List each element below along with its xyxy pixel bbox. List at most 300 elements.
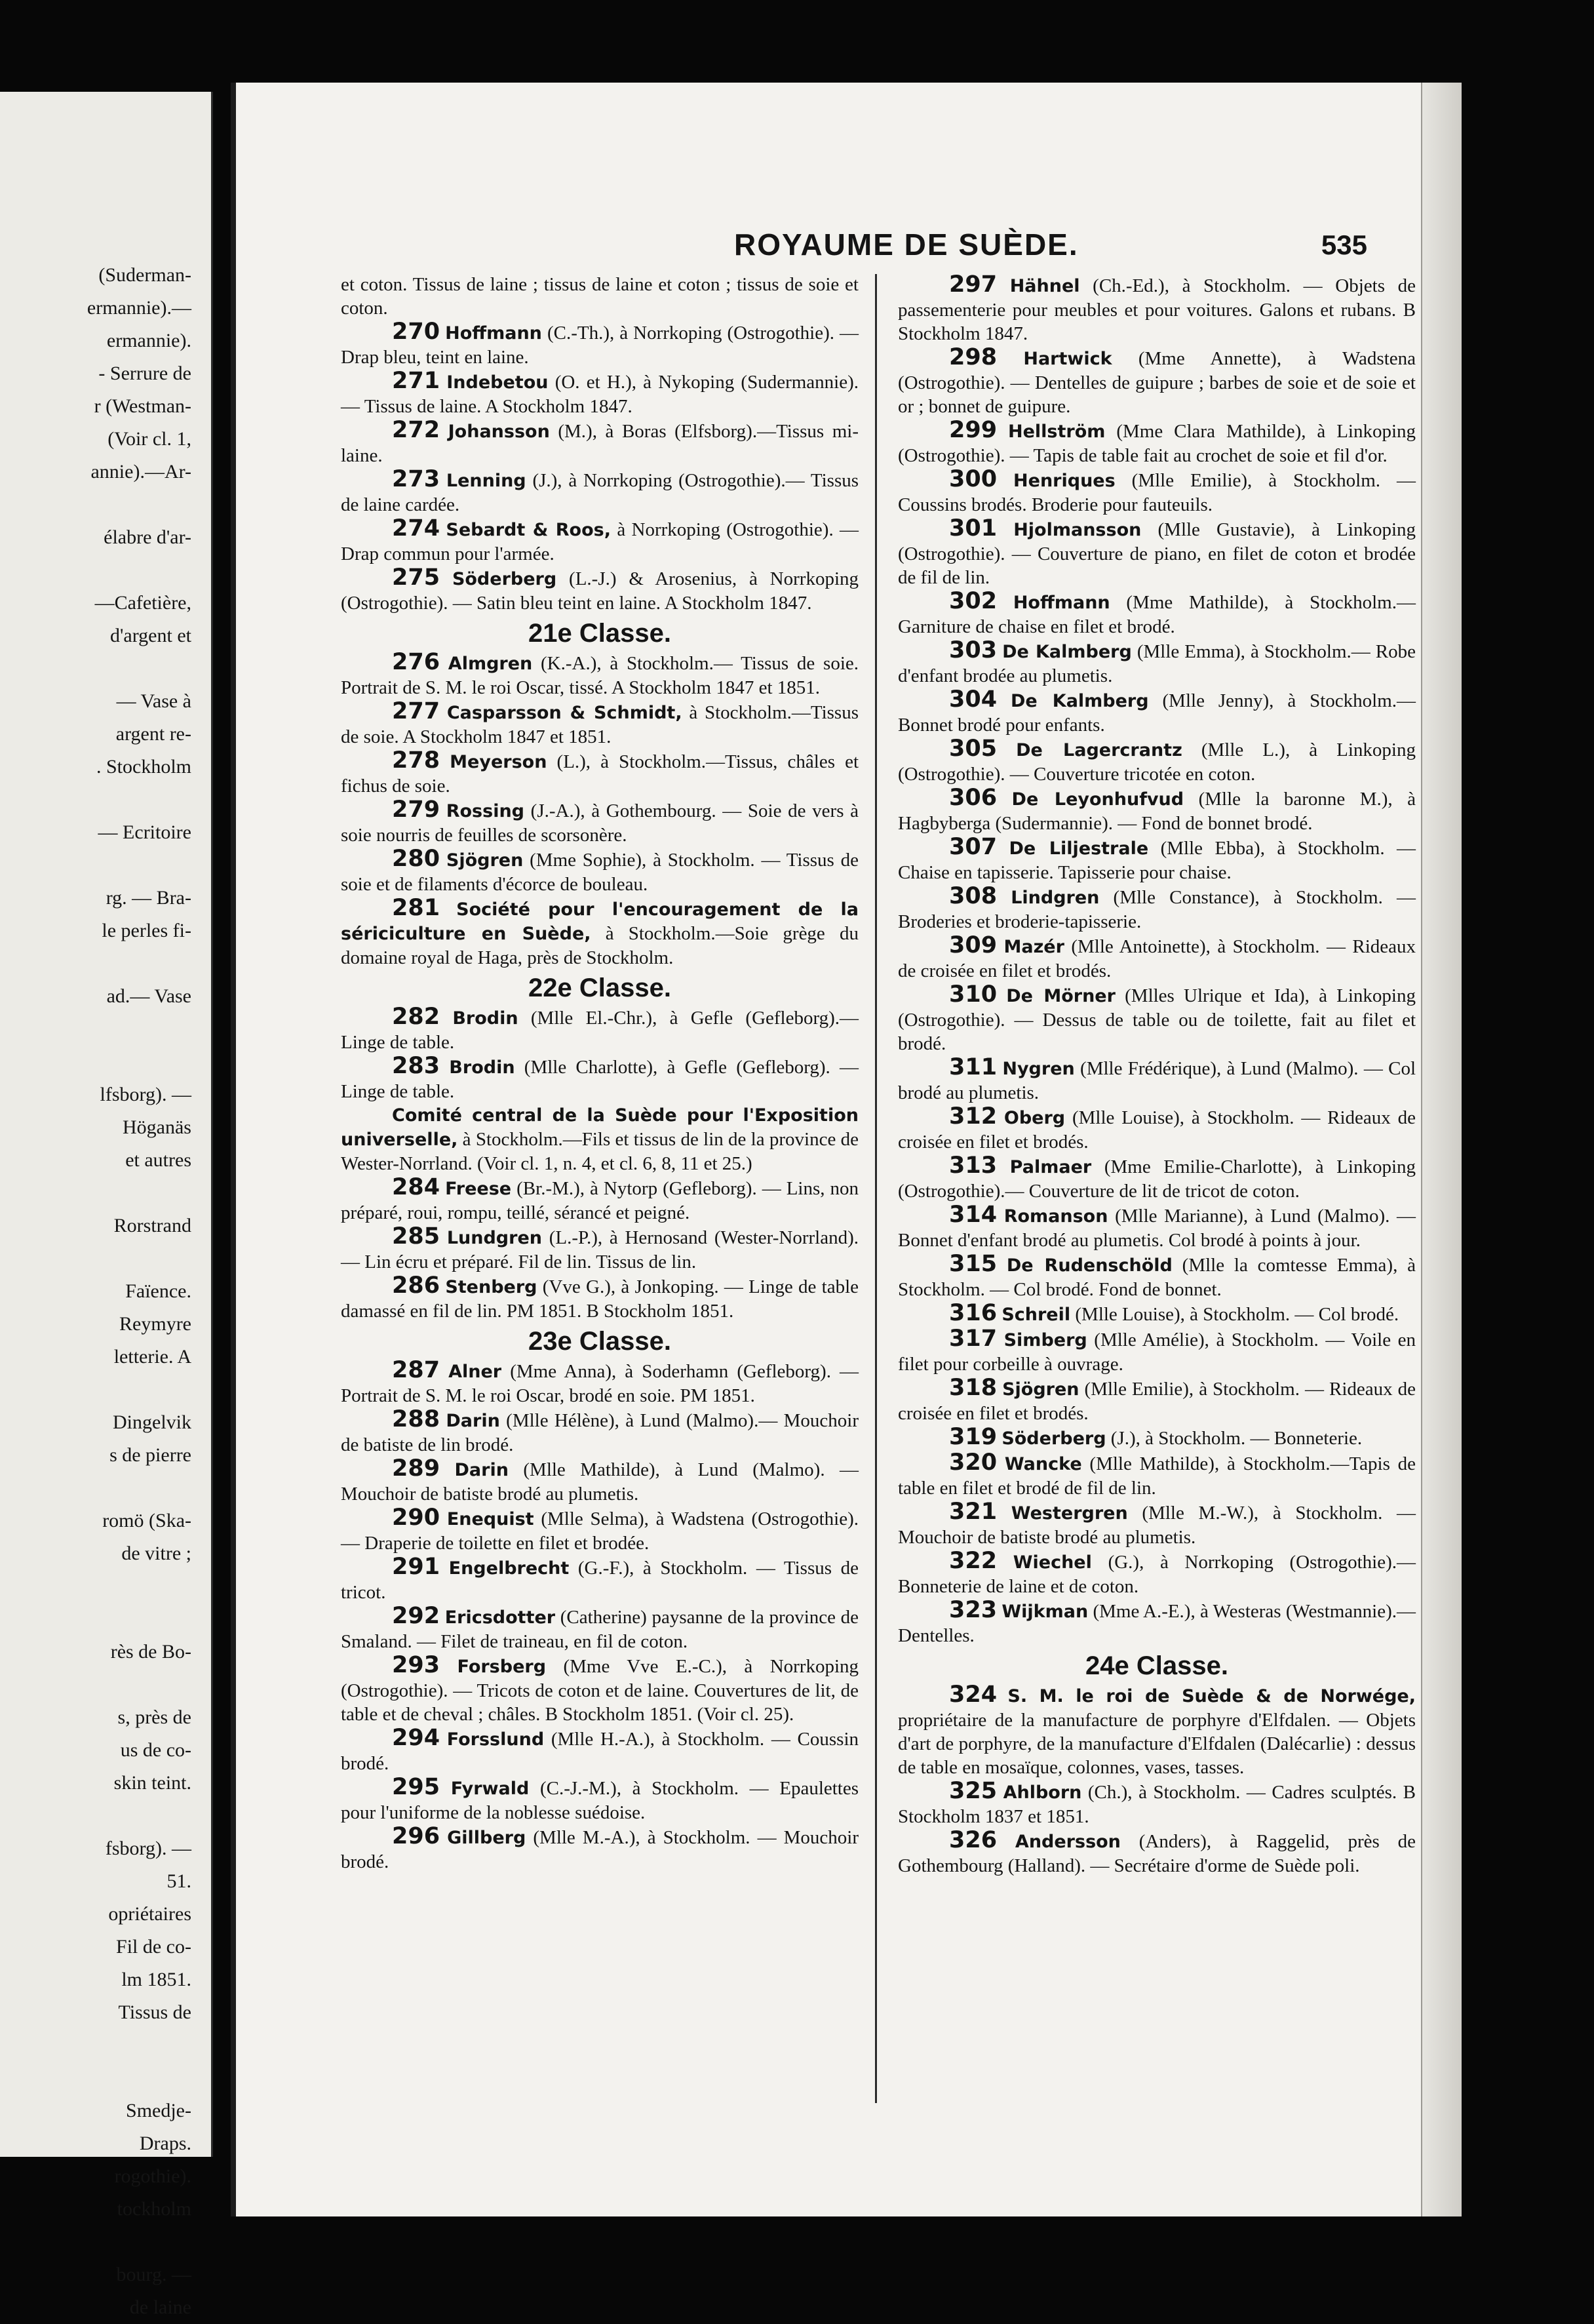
catalogue-entry (898, 1500, 1416, 1549)
entry-description: (Mme Sophie), à Stockholm. — Tissus de soie et de filaments d'écorce de bouleau. (341, 850, 859, 895)
catalogue-entry (898, 1252, 1416, 1301)
entry-description: (Mlles Ulrique et Ida), à Linkoping (Ostrogothie). — Dessus de table ou de toilette, fait au filet et brodé. (898, 985, 1416, 1054)
entry-number: 297 (949, 271, 998, 298)
catalogue-entry (341, 1358, 859, 1408)
facing-page (0, 92, 213, 2318)
entry-description: (G.-F.), à Stockholm. — Tissus de tricot. (341, 1558, 859, 1603)
entry-number: 304 (949, 686, 998, 713)
exhibitor-name: Almgren (448, 654, 533, 674)
right-column (898, 273, 1416, 1878)
facing-page-line: — Ecritoire (98, 821, 191, 843)
exhibitor-name: Hoffmann (1013, 593, 1110, 613)
exhibitor-name: Schreil (1001, 1305, 1071, 1325)
catalogue-entry (341, 1274, 859, 1323)
entry-description: (C.-J.-M.), à Stockholm. — Epaulettes pour l'uniforme de la noblesse suédoise. (341, 1778, 859, 1823)
entry-number: 288 (392, 1406, 440, 1432)
exhibitor-name: Ahlborn (1003, 1782, 1082, 1803)
exhibitor-name: Hjolmansson (1013, 520, 1142, 540)
entry-description: (Mlle Jenny), à Stockholm.— Bonnet brodé pour enfants. (898, 690, 1416, 736)
entry-description: (Mlle Hélène), à Lund (Malmo).— Mouchoir de batiste de lin brodé. (341, 1410, 859, 1455)
facing-page-line: ad.— Vase (106, 985, 191, 1007)
exhibitor-name: Meyerson (450, 752, 547, 772)
entry-number: 325 (949, 1778, 998, 1804)
entry-description: (Mlle Marianne), à Lund (Malmo). — Bonnet d'enfant brodé au plumetis. Col brodé à points à jour. (898, 1206, 1416, 1251)
facing-page-line (0, 1668, 197, 1701)
entry-number: 318 (949, 1375, 998, 1401)
running-title: ROYAUME DE SUÈDE. (734, 227, 1079, 262)
catalogue-entry (898, 737, 1416, 786)
entry-number: 316 (949, 1300, 998, 1326)
exhibitor-name: Brodin (449, 1057, 515, 1078)
facing-page-line (0, 1046, 197, 1078)
exhibitor-name: Andersson (1015, 1832, 1121, 1852)
entry-number: 310 (949, 981, 998, 1008)
exhibitor-name: Casparsson & Schmidt, (446, 703, 682, 723)
entry-description: (Mlle la baronne M.), à Hagbyberga (Sudermannie). — Fond de bonnet brodé. (898, 789, 1416, 834)
exhibitor-name: Brodin (452, 1008, 518, 1029)
catalogue-entry (341, 798, 859, 847)
entry-number: 295 (392, 1774, 440, 1800)
exhibitor-name: Romanson (1003, 1206, 1108, 1227)
facing-page-line (0, 2029, 197, 2062)
exhibitor-name: Darin (446, 1411, 500, 1431)
catalogue-entry (898, 1828, 1416, 1878)
entry-number: 279 (392, 797, 440, 823)
catalogue-entry (341, 1555, 859, 1604)
facing-page-line: . Stockholm (96, 756, 191, 778)
entry-description: (Mlle Charlotte), à Gefle (Gefleborg). — Linge de table. (341, 1057, 859, 1102)
facing-page-line: Dingelvik (113, 1411, 191, 1433)
entry-number: 309 (949, 932, 998, 958)
facing-page-line (0, 1242, 197, 1275)
entry-description: (Ch.), à Stockholm. — Cadres sculptés. B Stockholm 1837 et 1851. (898, 1782, 1416, 1827)
exhibitor-name: De Rudenschöld (1006, 1255, 1173, 1276)
catalogue-entry (898, 639, 1416, 688)
class-heading: 24e Classe. (1085, 1651, 1228, 1680)
exhibitor-name: Engelbrecht (448, 1558, 570, 1579)
exhibitor-name: Lenning (446, 471, 526, 491)
catalogue-entry (898, 835, 1416, 884)
entry-description: (Mme Emilie-Charlotte), à Linkoping (Ostrogothie).— Couverture de lit de tricot de coton. (898, 1156, 1416, 1202)
exhibitor-name: Palmaer (1009, 1157, 1092, 1177)
facing-page-line: d'argent et (110, 625, 191, 646)
catalogue-entry (898, 1376, 1416, 1425)
entry-description: (Mme Annette), à Wadstena (Ostrogothie). — Dentelles de guipure ; barbes de soie et de soie et or ; bonnet de guipure. (898, 348, 1416, 417)
exhibitor-name: Lundgren (446, 1228, 542, 1248)
entry-number: 272 (392, 417, 440, 443)
entry-description: (Mlle Emilie), à Stockholm. — Coussins brodés. Broderie pour fauteuils. (898, 470, 1416, 515)
entry-description: (Mlle Emilie), à Stockholm. — Rideaux de croisée en filet et brodés. (898, 1379, 1416, 1424)
entry-number: 282 (392, 1004, 440, 1030)
facing-page-line (0, 1472, 197, 1505)
catalogue-entry (341, 1726, 859, 1775)
entry-number: 298 (949, 344, 998, 370)
exhibitor-name: De Kalmberg (1010, 691, 1149, 711)
entry-description: (Mlle Mathilde), à Stockholm.—Tapis de table en filet et brodé de fil de lin. (898, 1453, 1416, 1499)
catalogue-entry (898, 1154, 1416, 1203)
exhibitor-name: Lindgren (1011, 888, 1100, 908)
entry-number: 287 (392, 1357, 440, 1383)
facing-page-line (0, 1603, 197, 1636)
entry-number: 303 (949, 637, 998, 663)
facing-page-line: élabre d'ar- (104, 526, 191, 548)
entry-description: (Br.-M.), à Nytorp (Gefleborg). — Lins, non préparé, roui, rompu, teillé, sérancé et peigné. (341, 1178, 859, 1223)
entry-number: 289 (392, 1455, 440, 1482)
entry-description: (Mlle Frédérique), à Lund (Malmo). — Col brodé au plumetis. (898, 1058, 1416, 1103)
facing-page-line (0, 783, 197, 816)
entry-number: 277 (392, 698, 440, 724)
entry-description: (Mlle Louise), à Stockholm. — Rideaux de croisée en filet et brodés. (898, 1107, 1416, 1152)
entry-number: 280 (392, 846, 440, 872)
exhibitor-name: Rossing (446, 801, 525, 821)
entry-number: 312 (949, 1103, 998, 1130)
catalogue-entry (341, 1005, 859, 1054)
exhibitor-name: Wijkman (1001, 1602, 1089, 1622)
catalogue-entry (898, 1105, 1416, 1154)
entry-number: 323 (949, 1597, 998, 1623)
entry-description: (Mlle M.-W.), à Stockholm. — Mouchoir de batiste brodé au plumetis. (898, 1503, 1416, 1548)
entry-description: (L.-J.) & Arosenius, à Norrkoping (Ostrogothie). — Satin bleu teint en laine. A Stockholm 1847. (341, 568, 859, 614)
catalogue-entry (341, 467, 859, 517)
catalogue-entry (898, 1425, 1416, 1451)
exhibitor-name: Freese (445, 1179, 512, 1199)
catalogue-entry (341, 1408, 859, 1457)
entry-description: (L.), à Stockholm.—Tissus, châles et fichus de soie. (341, 751, 859, 797)
entry-description: (J.), à Norrkoping (Ostrogothie).— Tissus de laine cardée. (341, 470, 859, 515)
entry-number: 284 (392, 1174, 440, 1200)
facing-page-line (0, 1373, 197, 1406)
entry-number: 276 (392, 649, 440, 675)
catalogue-entry (898, 1779, 1416, 1828)
entry-description: (O. et H.), à Nykoping (Sudermannie). — Tissus de laine. A Stockholm 1847. (341, 372, 859, 417)
facing-page-line: rès de Bo- (110, 1641, 191, 1663)
exhibitor-name: Gillberg (447, 1828, 526, 1848)
facing-page-line: bourg. — (116, 2264, 191, 2285)
entry-number: 306 (949, 785, 998, 811)
entry-description: (J.-A.), à Gothembourg. — Soie de vers à soie nourris de feuilles de scorsonère. (341, 800, 859, 846)
catalogue-entry (341, 1457, 859, 1506)
catalogue-entry (341, 749, 859, 798)
entry-description: (Mlle El.-Chr.), à Gefle (Gefleborg).— Linge de table. (341, 1008, 859, 1053)
entry-number: 270 (392, 319, 440, 345)
exhibitor-name: Söderberg (1001, 1428, 1106, 1449)
facing-page-line: 51. (166, 1870, 191, 1892)
catalogue-entry (341, 566, 859, 615)
facing-page-line (0, 947, 197, 980)
entry-description: (Mlle Antoinette), à Stockholm. — Rideaux de croisée en filet et brodés. (898, 936, 1416, 981)
facing-page-line: le perles fi- (102, 920, 191, 941)
exhibitor-name: Wancke (1004, 1454, 1082, 1474)
entry-number: 314 (949, 1202, 998, 1228)
entry-description: (Mme Clara Mathilde), à Linkoping (Ostrogothie). — Tapis de table fait au crochet de soie et fil d'or. (898, 421, 1416, 466)
entry-number: 290 (392, 1505, 440, 1531)
facing-page-line (0, 488, 197, 521)
exhibitor-name: Hähnel (1009, 276, 1080, 296)
catalogue-entry (341, 320, 859, 369)
exhibitor-name: Simberg (1003, 1330, 1087, 1350)
catalogue-entry (898, 517, 1416, 589)
catalogue-entry (341, 847, 859, 896)
entry-description: (Mlle H.-A.), à Stockholm. — Coussin brodé. (341, 1729, 859, 1774)
catalogue-entry (898, 1203, 1416, 1252)
page-edge (1421, 83, 1462, 2216)
exhibitor-name: Henriques (1013, 471, 1116, 491)
facing-page-line: tockholm (117, 2198, 191, 2220)
facing-page-line: romö (Ska- (102, 1510, 191, 1531)
catalogue-entry (898, 688, 1416, 737)
entry-number: 308 (949, 883, 998, 909)
exhibitor-name: Westergren (1011, 1503, 1128, 1524)
catalogue-entry (898, 1055, 1416, 1105)
entry-description: (Ch.-Ed.), à Stockholm. — Objets de passementerie pour meubles et pour voitures. Galons et rubans. B Stockholm 1847. (898, 275, 1416, 344)
entry-description: (Mme Mathilde), à Stockholm.— Garniture de chaise en filet et brodé. (898, 592, 1416, 637)
column-divider (875, 274, 877, 2103)
catalogue-entry (341, 1175, 859, 1225)
facing-page-line: (Suderman- (98, 264, 191, 286)
catalogue-entry (898, 786, 1416, 835)
entry-number: 315 (949, 1251, 998, 1277)
exhibitor-name: Oberg (1003, 1108, 1066, 1128)
catalogue-entry (341, 1824, 859, 1874)
entry-number: 273 (392, 466, 440, 492)
class-heading: 21e Classe. (528, 619, 671, 648)
exhibitor-name: Mazér (1003, 937, 1064, 957)
exhibitor-name: De Mörner (1006, 986, 1116, 1006)
catalogue-entry (898, 1683, 1416, 1779)
entry-number: 293 (392, 1652, 440, 1678)
exhibitor-name: Ericsdotter (444, 1607, 556, 1628)
facing-page-line: skin teint. (113, 1772, 191, 1794)
entry-number: 301 (949, 515, 998, 542)
entry-description: (Anders), à Raggelid, près de Gothembourg (Halland). — Secrétaire d'orme de Suède poli. (898, 1831, 1416, 1876)
facing-page-line (0, 1013, 197, 1046)
entry-description: (Mlle Amélie), à Stockholm. — Voile en filet pour corbeille à ouvrage. (898, 1329, 1416, 1375)
entry-number: 292 (392, 1603, 440, 1629)
facing-page-line: Höganäs (123, 1116, 191, 1138)
catalogue-entry (341, 1103, 859, 1175)
entry-description: à Stockholm.—Soie grège du domaine royal de Haga, près de Stockholm. (341, 923, 859, 968)
facing-page-line: r (Westman- (94, 395, 191, 417)
catalogue-entry (898, 884, 1416, 934)
exhibitor-name: Wiechel (1013, 1552, 1092, 1573)
entry-description: (M.), à Boras (Elfsborg).—Tissus mi-laine. (341, 421, 859, 466)
facing-page-line: — Vase à (116, 690, 191, 712)
catalogue-entry (341, 1225, 859, 1274)
catalogue-entry (898, 1549, 1416, 1598)
exhibitor-name: Indebetou (446, 372, 549, 393)
catalogue-entry (898, 273, 1416, 345)
entry-number: 302 (949, 588, 998, 614)
facing-page-line (0, 554, 197, 587)
entry-description: et coton. Tissus de laine ; tissus de laine et coton ; tissus de soie et coton. (341, 274, 859, 319)
facing-page-line (0, 1800, 197, 1832)
exhibitor-name: Alner (448, 1362, 502, 1382)
entry-description: (Mlle Selma), à Wadstena (Ostrogothie). — Draperie de toilette en filet et brodée. (341, 1508, 859, 1554)
exhibitor-name: Forsslund (446, 1729, 545, 1750)
exhibitor-name: Enequist (446, 1509, 534, 1529)
facing-page-line: fsborg). — (105, 1838, 191, 1859)
facing-page-line (0, 2062, 197, 2095)
facing-page-line: lm 1851. (121, 1969, 191, 1990)
facing-page-line: argent re- (115, 723, 191, 745)
entry-description: à Norrkoping (Ostrogothie). — Drap commun pour l'armée. (341, 519, 859, 564)
catalogue-entry (898, 1451, 1416, 1500)
catalogue-entry (341, 517, 859, 566)
entry-description: (Mme Anna), à Soderhamn (Gefleborg). — Portrait de S. M. le roi Oscar, brodé en soie. PM 1851. (341, 1361, 859, 1406)
entry-description: (Mme A.-E.), à Westeras (Westmannie).—Dentelles. (898, 1601, 1416, 1646)
entry-number: 278 (392, 747, 440, 774)
entry-number: 300 (949, 466, 998, 492)
entry-number: 324 (949, 1682, 998, 1708)
facing-page-line: rg. — Bra- (106, 887, 191, 909)
facing-page-line: us de co- (120, 1739, 191, 1761)
entry-number: 317 (949, 1326, 998, 1352)
exhibitor-name: De Kalmberg (1002, 642, 1132, 662)
entry-number: 311 (949, 1054, 998, 1080)
entry-description: (J.), à Stockholm. — Bonneterie. (1110, 1428, 1363, 1449)
catalogue-entry (341, 1506, 859, 1555)
exhibitor-name: De Lagercrantz (1016, 740, 1182, 760)
entry-description: (G.), à Norrkoping (Ostrogothie).— Bonneterie de laine et de coton. (898, 1552, 1416, 1597)
facing-page-line: s, près de (117, 1706, 191, 1728)
facing-page-text (0, 259, 197, 2324)
catalogue-entry (898, 934, 1416, 983)
catalogue-entry (898, 345, 1416, 418)
catalogue-entry (341, 273, 859, 320)
facing-page-line: Tissus de (118, 2001, 191, 2023)
entry-number: 271 (392, 368, 440, 394)
catalogue-entry (898, 467, 1416, 517)
entry-number: 296 (392, 1823, 440, 1849)
entry-number: 294 (392, 1725, 440, 1751)
entry-description: (Mlle la comtesse Emma), à Stockholm. — Col brodé. Fond de bonnet. (898, 1255, 1416, 1300)
exhibitor-name: Sebardt & Roos, (446, 520, 611, 540)
entry-description: propriétaire de la manufacture de porphyre d'Elfdalen. — Objets d'art de porphyre, de la manufacture d'Elfdalen (Dalécarlie) : dessus de table en mosaïque, colonnes, vases, tasses. (898, 1710, 1416, 1778)
page-number: 535 (1321, 229, 1367, 260)
facing-page-line: Smedje- (126, 2100, 191, 2121)
exhibitor-name: Fyrwald (450, 1779, 530, 1799)
catalogue-entry (341, 1653, 859, 1726)
exhibitor-name: Sjögren (1002, 1379, 1079, 1400)
facing-page-line: - Serrure de (98, 363, 191, 384)
facing-page-line: (Voir cl. 1, (107, 428, 191, 450)
facing-page-line: ermannie).— (87, 297, 191, 319)
entry-number: 313 (949, 1152, 998, 1179)
entry-number: 305 (949, 736, 998, 762)
facing-page-line: annie).—Ar- (90, 461, 191, 483)
exhibitor-name: Stenberg (445, 1277, 537, 1297)
catalogue-entry (341, 1604, 859, 1653)
catalogue-entry (341, 369, 859, 418)
entry-description: (Catherine) paysanne de la province de Smaland. — Filet de traineau, en fil de coton. (341, 1607, 859, 1652)
exhibitor-name: Hoffmann (445, 323, 542, 344)
entry-description: (Mlle Emma), à Stockholm.— Robe d'enfant brodée au plumetis. (898, 641, 1416, 686)
catalogue-entry (898, 418, 1416, 467)
catalogue-entry (341, 1775, 859, 1824)
entry-number: 275 (392, 564, 440, 591)
class-heading: 23e Classe. (528, 1327, 671, 1356)
entry-number: 274 (392, 515, 440, 542)
entry-number: 321 (949, 1499, 998, 1525)
entry-number: 281 (392, 895, 440, 921)
entry-description: (Mlle Mathilde), à Lund (Malmo). — Mouchoir de batiste brodé au plumetis. (341, 1459, 859, 1505)
entry-description: (Mlle Ebba), à Stockholm. — Chaise en tapisserie. Tapisserie pour chaise. (898, 838, 1416, 883)
exhibitor-name: Söderberg (452, 569, 557, 589)
catalogue-entry (341, 896, 859, 970)
facing-page-line (0, 1177, 197, 1210)
class-heading: 22e Classe. (528, 974, 671, 1002)
facing-page-line: —Cafetière, (94, 592, 191, 614)
entry-description: (Mlle L.), à Linkoping (Ostrogothie). — Couverture tricotée en coton. (898, 739, 1416, 785)
entry-number: 286 (392, 1272, 440, 1299)
entry-description: (Vve G.), à Jonkoping. — Linge de table damassé en fil de lin. PM 1851. B Stockholm 1851. (341, 1276, 859, 1322)
entry-description: (Mlle Constance), à Stockholm. — Broderies et broderie-tapisserie. (898, 887, 1416, 932)
catalogue-entry (898, 1327, 1416, 1376)
entry-number: 326 (949, 1827, 998, 1853)
catalogue-entry (341, 650, 859, 699)
entry-description: (Mlle M.-A.), à Stockholm. — Mouchoir brodé. (341, 1827, 859, 1872)
facing-page-line: letterie. A (113, 1346, 191, 1368)
facing-page-line: Draps. (139, 2133, 191, 2154)
entry-description: à Stockholm.—Tissus de soie. A Stockholm 1847 et 1851. (341, 702, 859, 747)
facing-page-line (0, 849, 197, 882)
facing-page-line: Faïence. (125, 1280, 191, 1302)
exhibitor-name: Darin (454, 1460, 509, 1480)
exhibitor-name: De Liljestrale (1009, 838, 1149, 859)
entry-number: 320 (949, 1449, 998, 1476)
entry-number: 299 (949, 417, 998, 443)
facing-page-line: et autres (125, 1149, 191, 1171)
facing-page-line: lfsborg). — (100, 1084, 191, 1105)
exhibitor-name: Hartwick (1023, 349, 1112, 369)
catalogue-entry (341, 699, 859, 749)
facing-page-line: de vitre ; (121, 1543, 191, 1564)
exhibitor-name: Johansson (448, 422, 550, 442)
entry-description: à Stockholm.—Fils et tissus de lin de la province de Wester-Norrland. (Voir cl. 1, n. 4, et cl. 6, 8, 11 et 25.) (341, 1129, 859, 1174)
exhibitor-name: Hellström (1008, 422, 1106, 442)
entry-number: 291 (392, 1554, 440, 1580)
exhibitor-name: Forsberg (457, 1657, 547, 1677)
facing-page-line: s de pierre (109, 1444, 191, 1466)
entry-description: (L.-P.), à Hernosand (Wester-Norrland). — Lin écru et préparé. Fil de lin. Tissus de lin. (341, 1227, 859, 1272)
entry-description: (Mme Vve E.-C.), à Norrkoping (Ostrogothie). — Tricots de coton et de laine. Couvertures de lit, de table et de cheval ; châles. B Stockholm 1851. (Voir cl. 25). (341, 1656, 859, 1725)
facing-page-line: Rorstrand (113, 1215, 191, 1236)
catalogue-entry (898, 589, 1416, 639)
exhibitor-name: De Leyonhufvud (1011, 789, 1184, 810)
left-column (341, 273, 859, 1874)
catalogue-entry (898, 1301, 1416, 1327)
catalogue-entry (341, 1054, 859, 1103)
facing-page-line: Fil de co- (116, 1936, 191, 1958)
exhibitor-name: Nygren (1002, 1059, 1075, 1079)
entry-description: (Mlle Gustavie), à Linkoping (Ostrogothie). — Couverture de piano, en filet de coton et brodée de fil de lin. (898, 519, 1416, 588)
exhibitor-name: Comité central de la Suède pour l'Exposition universelle, (341, 1105, 859, 1150)
catalogue-entry (341, 418, 859, 467)
facing-page-line: Reymyre (119, 1313, 191, 1335)
facing-page-line (0, 1570, 197, 1603)
entry-number: 319 (949, 1424, 998, 1450)
facing-page-line: rogothie). (114, 2165, 191, 2187)
entry-number: 322 (949, 1548, 998, 1574)
exhibitor-name: Société pour l'encouragement de la sériciculture en Suède, (341, 899, 859, 944)
exhibitor-name: Sjögren (446, 850, 524, 871)
catalogue-page (231, 83, 1462, 2216)
entry-number: 283 (392, 1053, 440, 1079)
facing-page-line: ermannie). (106, 330, 191, 351)
page-header (236, 227, 1421, 266)
entry-number: 285 (392, 1223, 440, 1250)
entry-description: (K.-A.), à Stockholm.— Tissus de soie. Portrait de S. M. le roi Oscar, tissé. A Stockholm 1847 et 1851. (341, 653, 859, 698)
